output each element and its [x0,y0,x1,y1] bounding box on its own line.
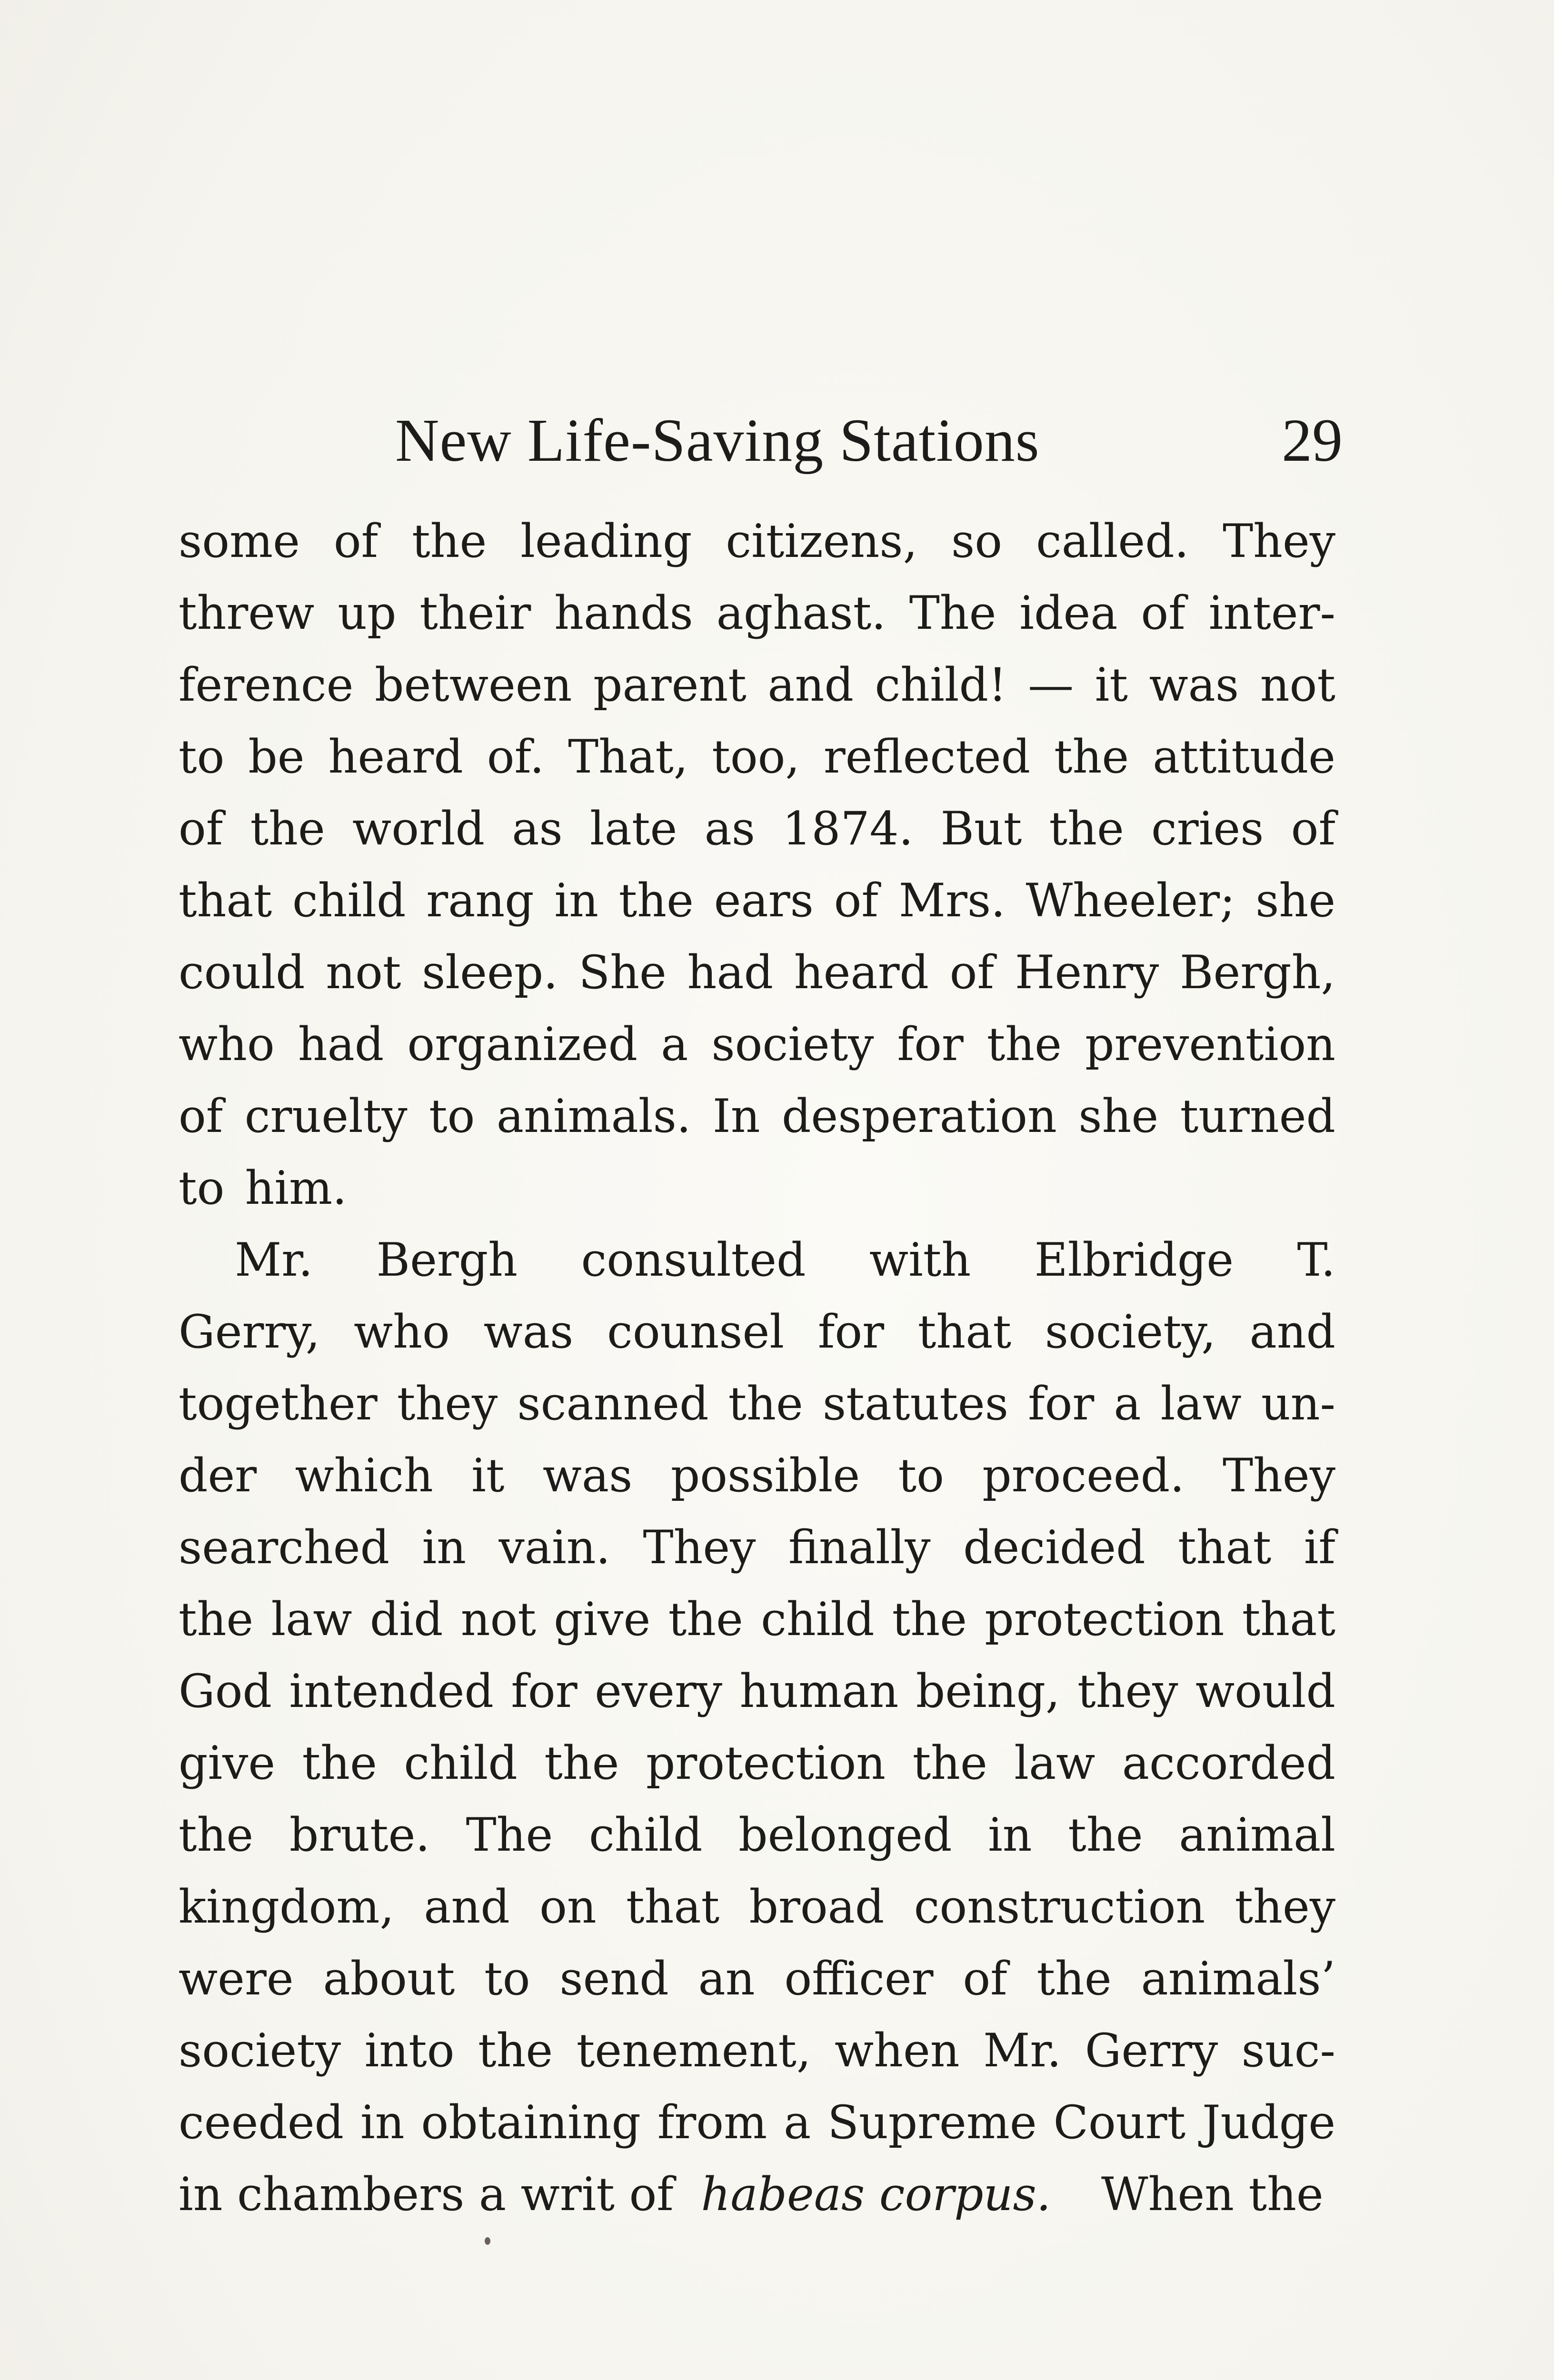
word: that [1242,1593,1335,1646]
word: society, [1045,1305,1216,1359]
word: turned [1180,1090,1335,1143]
word: vain. [498,1521,611,1574]
word: of [179,802,223,855]
word: for [897,1018,964,1071]
word: the [478,2024,553,2077]
word: child [404,1736,518,1790]
body-text [179,506,1335,2231]
word: sleep. [422,946,558,999]
word: the [544,1736,619,1790]
word: rang [426,874,534,927]
word: a [1114,1377,1141,1430]
word: child [761,1593,875,1646]
word: searched [179,1521,390,1574]
text-line [179,937,1335,1009]
word: together [179,1377,378,1430]
word: did [369,1593,443,1646]
text-line [179,1584,1335,1656]
word: threw [179,586,315,640]
word: brute. [289,1808,430,1862]
word: Bergh, [1179,946,1335,999]
word: child! [875,658,1007,712]
word: consulted [581,1233,806,1287]
word: obtaining [421,2096,641,2149]
word: an [698,1952,755,2005]
text-line [179,1871,1335,1943]
word: in [422,1521,467,1574]
word: were [179,1952,294,2005]
text-line [179,1727,1335,1799]
word: human [739,1665,899,1718]
text-line [179,865,1335,937]
word: scanned [517,1377,709,1430]
running-title: New Life-Saving Stations [395,407,1040,474]
word: the [1049,802,1124,855]
word: as [704,802,756,855]
italic-phrase: habeas corpus. [701,2168,1051,2221]
word: give [179,1736,276,1790]
word: Henry [1015,946,1159,999]
word: she [1078,1090,1159,1143]
word: tenement, [576,2024,811,2077]
word: Gerry [1085,2024,1218,2077]
paragraph-2 [179,1224,1335,2159]
word: which [295,1449,433,1502]
word: that [179,874,272,927]
word: They [643,1521,756,1574]
word: they [1077,1665,1178,1718]
word: some [179,515,300,568]
word: send [559,1952,669,2005]
text-line [179,1009,1335,1081]
word: with [869,1233,971,1287]
word: on [539,1880,597,1934]
word: They [1223,1449,1335,1502]
word: idea [1019,586,1118,640]
word: of [963,1952,1007,2005]
paragraph-1 [179,506,1335,1224]
word: Court [1053,2096,1186,2149]
word: of [1291,802,1335,855]
word: their [419,586,531,640]
text-line [179,577,1335,649]
word: for [511,1665,578,1718]
last-line-end: When the [1101,2168,1324,2221]
word: broad [749,1880,885,1934]
text-line [179,721,1335,793]
word: in [988,1808,1032,1862]
word: In [712,1090,760,1143]
word: child [588,1808,703,1862]
word: the [412,515,487,568]
word: the [1068,1808,1143,1862]
word: late [590,802,677,855]
word: be [248,730,305,783]
word: But [940,802,1022,855]
word: not [326,946,401,999]
word: law [1160,1377,1242,1430]
word: proceed. [982,1449,1185,1502]
word: the [728,1377,803,1430]
word: it [471,1449,505,1502]
word: God [179,1665,272,1718]
word: law [1014,1736,1096,1790]
word: parent [593,658,747,712]
word: ears [714,874,814,927]
word: that [1178,1521,1272,1574]
word: Gerry, [179,1305,320,1359]
text-line [179,506,1335,577]
word: the [618,874,694,927]
word: officer [784,1952,934,2005]
word: of [834,874,878,927]
word: suc- [1241,2024,1335,2077]
word: if [1304,1521,1335,1574]
text-line [179,1368,1335,1440]
word: a [661,1018,688,1071]
word: of. [487,730,545,783]
text-line [179,1224,1335,1296]
word: about [323,1952,455,2005]
word: had [687,946,774,999]
word: counsel [607,1305,785,1359]
word: not [1260,658,1335,712]
word: not [460,1593,536,1646]
word: animals’ [1141,1952,1335,2005]
word: heard [328,730,463,783]
word: Supreme [827,2096,1037,2149]
word: up [338,586,397,640]
text-line [179,1799,1335,1871]
word: was [1149,658,1239,712]
word: him. [245,1161,347,1215]
text-line-last [179,2159,1335,2231]
word: too, [712,730,800,783]
word: was [483,1305,574,1359]
word: to [429,1090,475,1143]
word: every [595,1665,723,1718]
text-line [179,1081,1335,1152]
word: to [484,1952,530,2005]
word: leading [520,515,692,568]
running-head [176,397,1343,483]
word: the [668,1593,743,1646]
word: the [179,1593,254,1646]
word: They [1223,515,1335,568]
word: the [250,802,325,855]
last-line-start: in chambers a writ of [179,2168,674,2221]
word: who [179,1018,275,1071]
word: the [179,1808,254,1862]
word: inter- [1208,586,1335,640]
word: un- [1261,1377,1335,1430]
word: had [298,1018,384,1071]
word: der [179,1449,257,1502]
word: decided [963,1521,1146,1574]
word: the [892,1593,967,1646]
word: ference [179,658,354,712]
text-line [179,1512,1335,1584]
word: belonged [738,1808,952,1862]
word: so [951,515,1003,568]
word: Elbridge [1034,1233,1234,1287]
word: hands [554,586,693,640]
word: could [179,946,305,999]
word: the [986,1018,1062,1071]
word: would [1195,1665,1335,1718]
word: ceeded [179,2096,344,2149]
word: finally [788,1521,931,1574]
word: possible [670,1449,860,1502]
word: aghast. [716,586,886,640]
word: desperation [781,1090,1057,1143]
word: animals. [496,1090,691,1143]
word: into [364,2024,455,2077]
word: that [626,1880,720,1934]
word: to [179,730,225,783]
text-line [179,2015,1335,2087]
word: kingdom, [179,1880,394,1934]
text-line [179,1296,1335,1368]
word: That, [568,730,688,783]
word: society [711,1018,874,1071]
word: the [912,1736,987,1790]
word: Wheeler; [1026,874,1235,927]
word: they [397,1377,498,1430]
word: child [292,874,406,927]
text-line [179,793,1335,865]
word: and [424,1880,510,1934]
word: to [898,1449,944,1502]
word: society [179,2024,341,2077]
word: protection [646,1736,886,1790]
word: as [512,802,563,855]
word: world [352,802,485,855]
word: when [834,2024,960,2077]
word: construction [914,1880,1205,1934]
word: the [1036,1952,1112,2005]
word: statutes [822,1377,1008,1430]
word: to [179,1161,225,1215]
text-line [179,1656,1335,1727]
word: between [375,658,572,712]
word: heard [794,946,929,999]
word: reflected [823,730,1031,783]
word: prevention [1085,1018,1335,1071]
word: Judge [1202,2096,1335,2149]
word: in [554,874,598,927]
word: give [554,1593,651,1646]
word: was [542,1449,633,1502]
word: Mrs. [898,874,1006,927]
word: and [1249,1305,1335,1359]
ink-speck [485,2237,490,2245]
word: cries [1151,802,1264,855]
word: attitude [1153,730,1335,783]
word: for [817,1305,885,1359]
text-line [179,649,1335,721]
word: the [302,1736,377,1790]
text-line [179,1943,1335,2015]
word: The [466,1808,553,1862]
word: T. [1297,1233,1335,1287]
word: organized [407,1018,638,1071]
word: intended [289,1665,494,1718]
word: they [1235,1880,1335,1934]
word: called. [1036,515,1189,568]
word: of [1141,586,1185,640]
word: and [767,658,854,712]
word: accorded [1122,1736,1335,1790]
word: it [1095,658,1128,712]
page-number: 29 [1282,407,1343,474]
word: protection [985,1593,1225,1646]
word: animal [1179,1808,1335,1862]
word: She [578,946,667,999]
word: of [949,946,994,999]
word: for [1028,1377,1095,1430]
word: Mr. [235,1233,313,1287]
word: citizens, [726,515,918,568]
word: Bergh [376,1233,518,1287]
text-line [179,2087,1335,2159]
word: cruelty [244,1090,408,1143]
word: being, [916,1665,1060,1718]
word: she [1255,874,1335,927]
word: Mr. [983,2024,1062,2077]
word: in [360,2096,405,2149]
word: from [657,2096,767,2149]
word: that [917,1305,1012,1359]
text-line [179,1152,1335,1224]
word: — [1028,658,1074,712]
word: of [333,515,379,568]
word: 1874. [782,802,914,855]
word: who [354,1305,450,1359]
word: of [179,1090,223,1143]
text-line [179,1440,1335,1512]
word: a [783,2096,811,2149]
word: law [271,1593,352,1646]
word: The [909,586,996,640]
word: the [1054,730,1129,783]
